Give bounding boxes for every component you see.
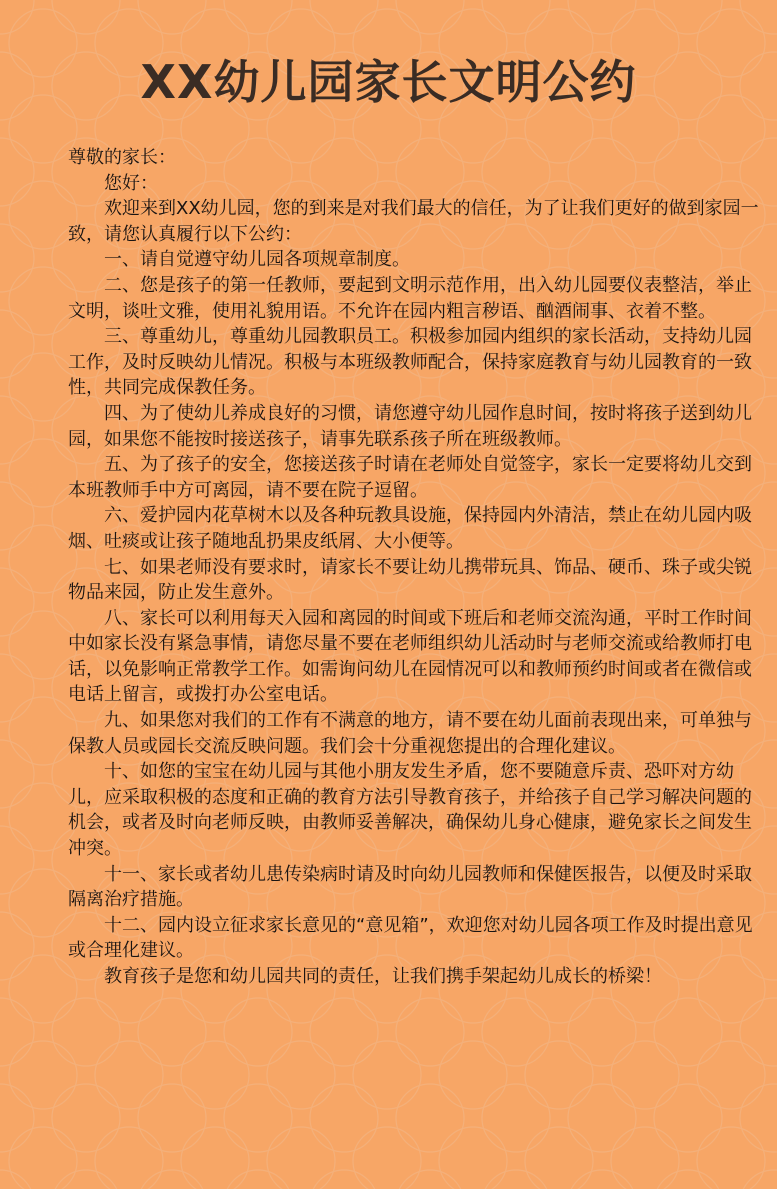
convention-body bbox=[68, 145, 763, 990]
closing-paragraph: 教育孩子是您和幼儿园共同的责任，让我们携手架起幼儿成长的桥梁！ bbox=[104, 966, 662, 987]
rule-12: 十二、园内设立征求家长意见的“意见箱”，欢迎您对幼儿园各项工作及时提出意见或合理化建议。 bbox=[68, 914, 753, 962]
rule-5: 五、为了孩子的安全，您接送孩子时请在老师处自觉签字，家长一定要将幼儿交到本班教师手中方可离园，请不要在院子逗留。 bbox=[68, 454, 752, 501]
rule-7: 七、如果老师没有要求时，请家长不要让幼儿携带玩具、饰品、硬币、珠子或尖锐物品来园，防止发生意外。 bbox=[68, 556, 752, 604]
rule-9: 九、如果您对我们的工作有不满意的地方，请不要在幼儿面前表现出来，可单独与保教人员或园长交流反映问题。我们会十分重视您提出的合理化建议。 bbox=[68, 710, 752, 757]
rule-2: 二、您是孩子的第一任教师，要起到文明示范作用，出入幼儿园要仪表整洁，举止文明，谈吐文雅，使用礼貌用语。不允许在园内粗言秽语、酗酒闹事、衣着不整。 bbox=[68, 274, 752, 322]
salutation: 您好： bbox=[104, 172, 158, 194]
rule-4: 四、为了使幼儿养成良好的习惯，请您遵守幼儿园作息时间，按时将孩子送到幼儿园，如果您不能按时接送孩子，请事先联系孩子所在班级教师。 bbox=[68, 402, 752, 450]
rule-6: 六、爱护园内花草树木以及各种玩教具设施，保持园内外清洁，禁止在幼儿园内吸烟、吐痰或让孩子随地乱扔果皮纸屑、大小便等。 bbox=[68, 505, 752, 552]
intro-paragraph: 欢迎来到XX幼儿园，您的到来是对我们最大的信任，为了让我们更好的做到家园一致，请您认真履行以下公约： bbox=[68, 198, 759, 245]
rule-10: 十、如您的宝宝在幼儿园与其他小朋友发生矛盾，您不要随意斥责、恐吓对方幼儿，应采取积极的态度和正确的教育方法引导教育孩子，并给孩子自己学习解决问题的机会，或者及时向老师反映，由教师妥善解决，确保幼儿身心健康，避免家长之间发生冲突。 bbox=[68, 761, 752, 860]
page-title: XX幼儿园家长文明公约 bbox=[140, 55, 637, 109]
rule-11: 十一、家长或者幼儿患传染病时请及时向幼儿园教师和保健医报告，以便及时采取隔离治疗措施。 bbox=[68, 863, 752, 911]
greeting: 尊敬的家长： bbox=[68, 147, 176, 168]
rule-1: 一、请自觉遵守幼儿园各项规章制度。 bbox=[104, 249, 410, 271]
rule-3: 三、尊重幼儿，尊重幼儿园教职员工。积极参加园内组织的家长活动，支持幼儿园工作，及时反映幼儿情况。积极与本班级教师配合，保持家庭教育与幼儿园教育的一致性，共同完成保教任务。 bbox=[68, 326, 752, 399]
rule-8: 八、家长可以利用每天入园和离园的时间或下班后和老师交流沟通，平时工作时间中如家长没有紧急事情，请您尽量不要在老师组织幼儿活动时与老师交流或给教师打电话，以免影响正常教学工作。如需询问幼儿在园情况可以和教师预约时间或者在微信或电话上留言，或拨打办公室电话。 bbox=[68, 607, 752, 706]
